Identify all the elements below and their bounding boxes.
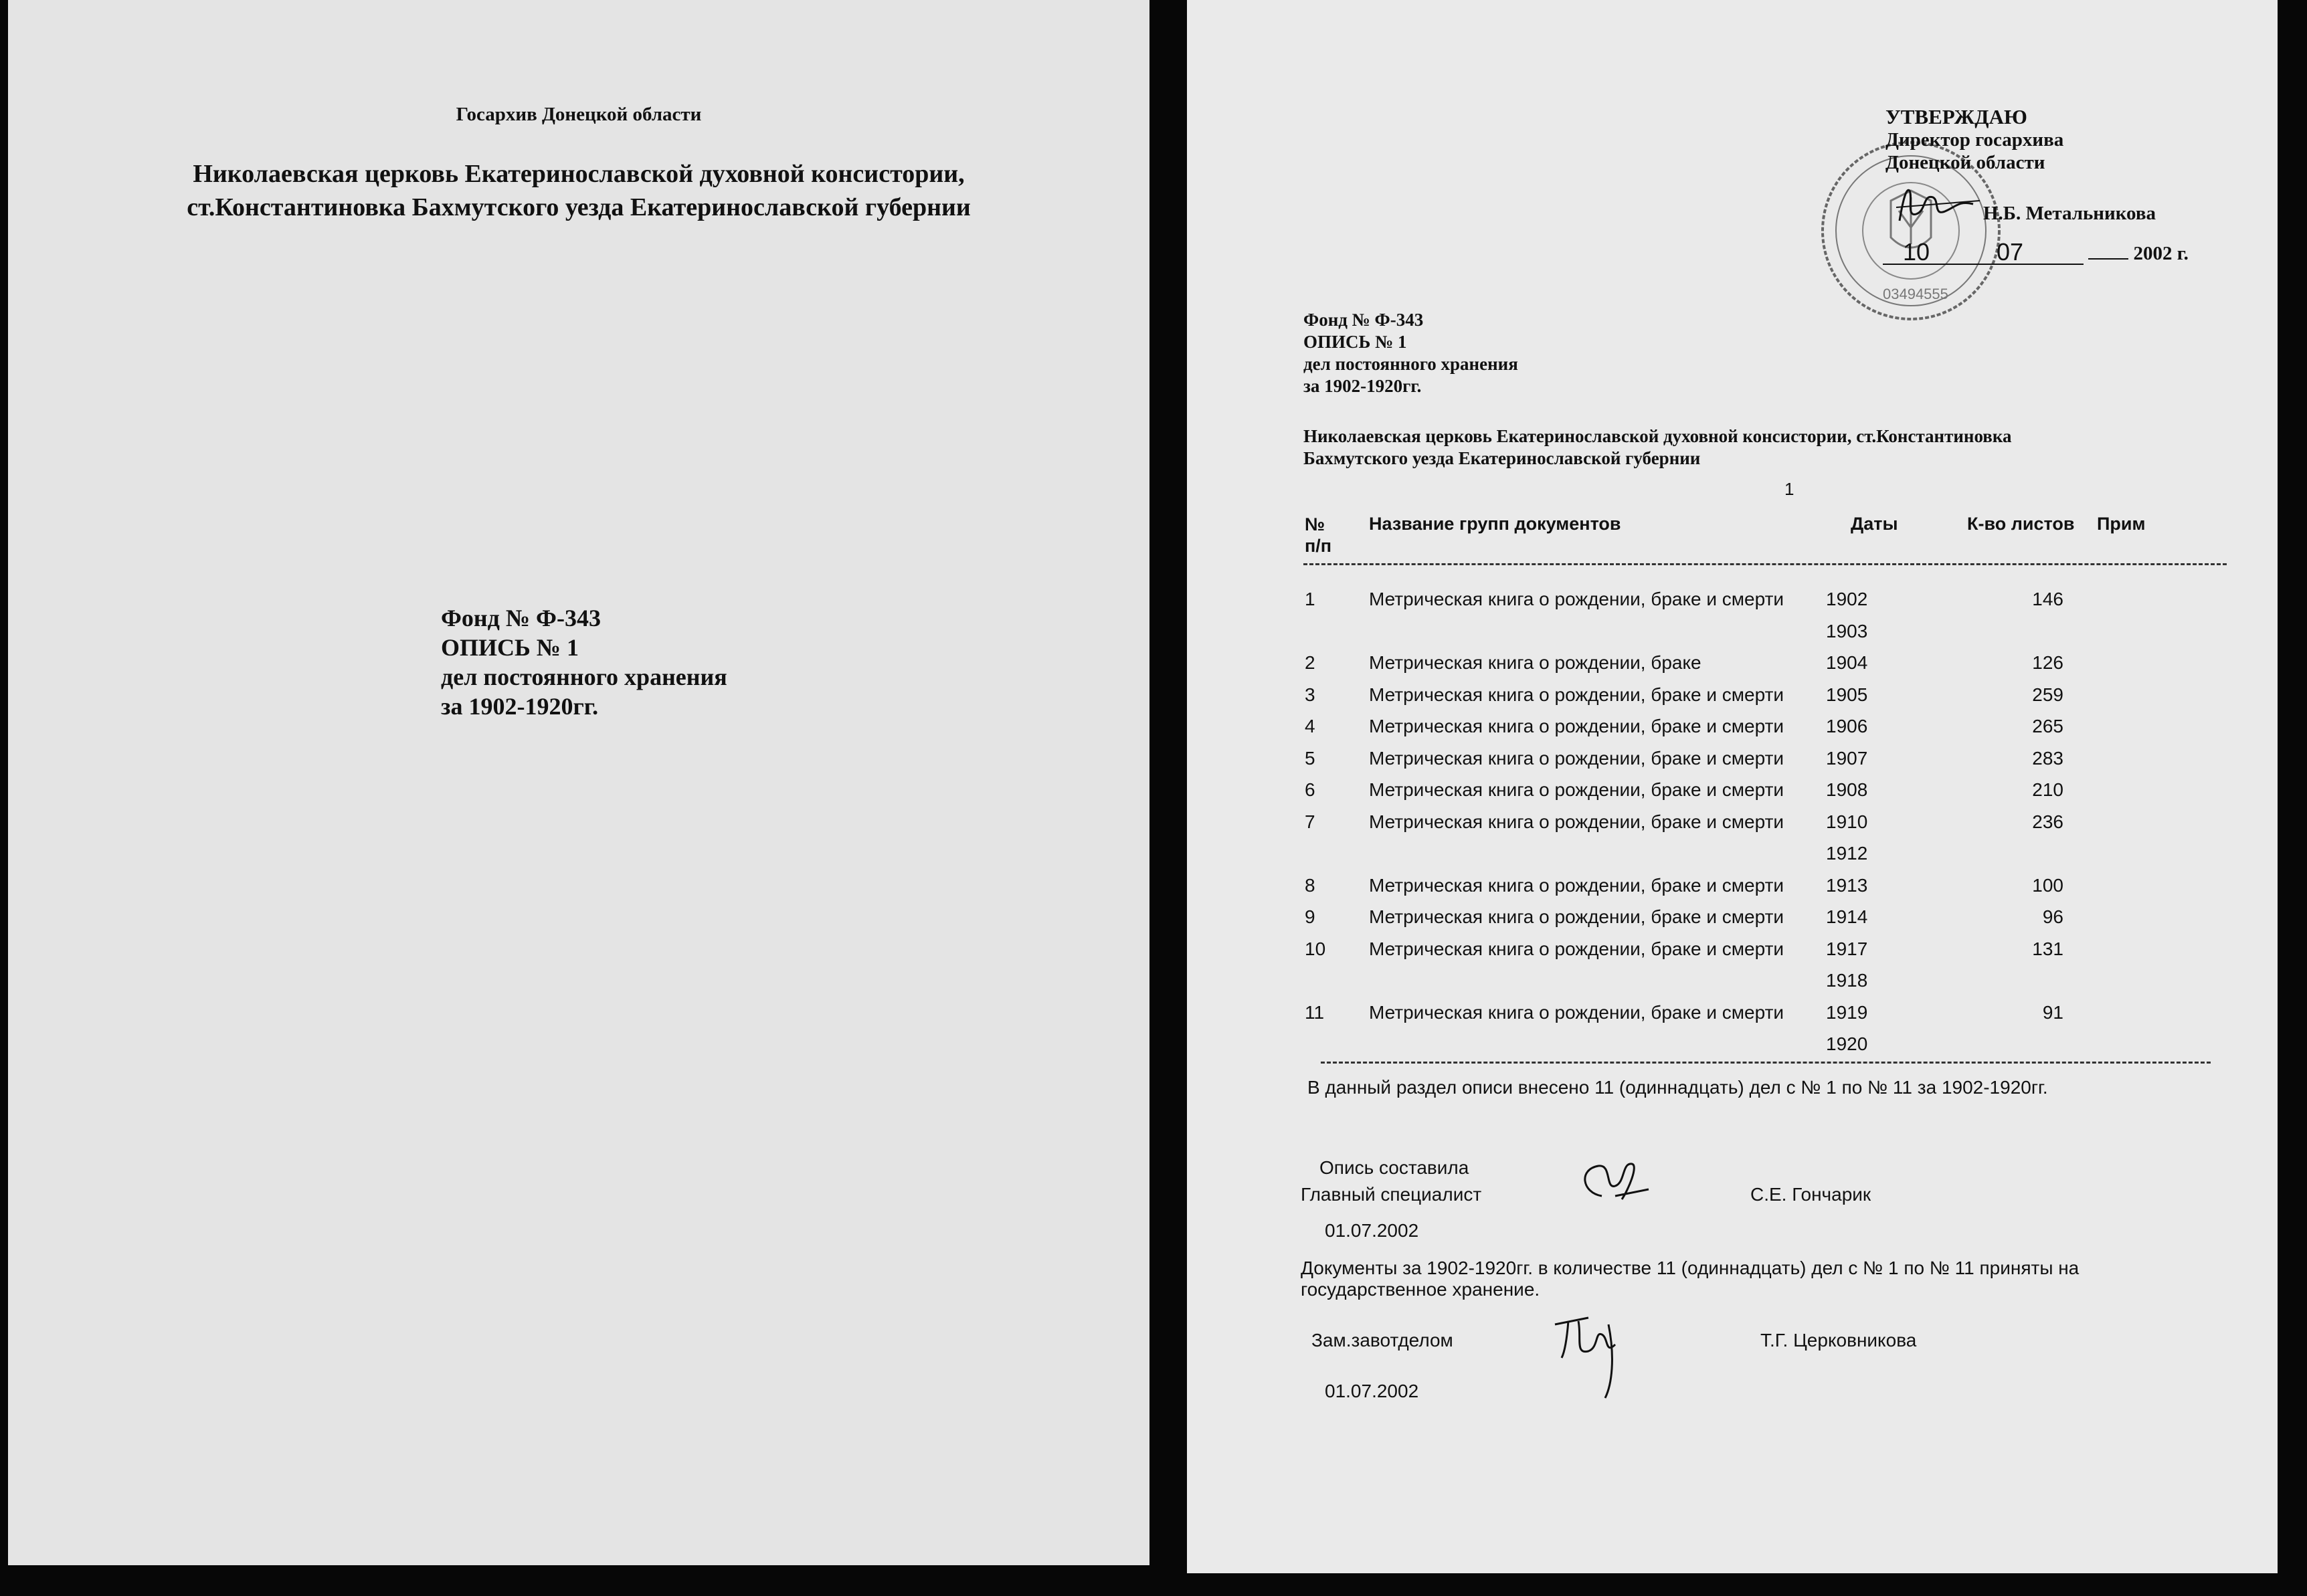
row-number: 11 xyxy=(1305,1001,1325,1023)
header-note: Прим xyxy=(2097,514,2146,534)
row-date-end: 1912 xyxy=(1826,843,1868,864)
row-date: 1914 xyxy=(1826,906,1868,927)
summary-text: В данный раздел описи внесено 11 (одиннадцать) дел с № 1 по № 11 за 1902-1920гг. xyxy=(1307,1077,2048,1098)
date-underline-tail xyxy=(2088,258,2128,260)
years-range: за 1902-1920гг. xyxy=(1303,376,1422,396)
director-name: Н.Б. Метальникова xyxy=(1983,203,2156,224)
fond-block xyxy=(441,603,727,721)
row-date: 1907 xyxy=(1826,747,1868,769)
table-bottom-rule xyxy=(1321,1062,2211,1064)
approval-heading: УТВЕРЖДАЮ xyxy=(1885,105,2027,128)
approval-date xyxy=(1883,238,2189,266)
document-title xyxy=(8,157,1149,224)
row-sheets: 210 xyxy=(2032,779,2063,800)
row-document-name: Метрическая книга о рождении, браке и смерти xyxy=(1369,589,1784,609)
chief-signature xyxy=(1575,1156,1669,1209)
row-document-name: Метрическая книга о рождении, браке и смерти xyxy=(1369,684,1784,705)
row-date: 1904 xyxy=(1826,652,1868,673)
row-document-name: Метрическая книга о рождении, браке и смерти xyxy=(1369,906,1784,927)
row-date: 1917 xyxy=(1826,938,1868,959)
row-document-name: Метрическая книга о рождении, браке и смерти xyxy=(1369,874,1784,896)
right-page xyxy=(1187,0,2278,1573)
row-document-name: Метрическая книга о рождении, браке и смерти xyxy=(1369,747,1784,769)
title-line-1: Николаевская церковь Екатеринославской духовной консистории, xyxy=(193,160,965,188)
row-number: 4 xyxy=(1305,716,1315,736)
row-sheets: 126 xyxy=(2032,652,2063,673)
opis-number: ОПИСЬ № 1 xyxy=(441,634,579,661)
years-range: за 1902-1920гг. xyxy=(441,693,599,720)
row-date: 1908 xyxy=(1826,779,1868,800)
row-number: 9 xyxy=(1305,906,1315,927)
approval-block xyxy=(1885,106,2063,174)
deputy-signature xyxy=(1542,1304,1642,1405)
row-date: 1905 xyxy=(1826,684,1868,705)
row-sheets: 259 xyxy=(2032,684,2063,705)
header-num-sub: п/п xyxy=(1305,536,1332,556)
row-sheets: 283 xyxy=(2032,747,2063,769)
left-page xyxy=(8,0,1149,1565)
row-document-name: Метрическая книга о рождении, браке и смерти xyxy=(1369,811,1784,832)
row-number: 7 xyxy=(1305,811,1315,832)
archive-name: Госархив Донецкой области xyxy=(456,104,702,125)
row-date: 1910 xyxy=(1826,811,1868,832)
compiled-date: 01.07.2002 xyxy=(1325,1220,1419,1241)
row-number: 3 xyxy=(1305,684,1315,705)
row-number: 6 xyxy=(1305,779,1315,800)
row-number: 5 xyxy=(1305,747,1315,769)
header-num xyxy=(1305,514,1331,557)
header-num-label: № xyxy=(1305,514,1325,534)
deputy-name: Т.Г. Церковникова xyxy=(1760,1330,1917,1351)
row-document-name: Метрическая книга о рождении, браке и смерти xyxy=(1369,1001,1784,1023)
org-line-1: Николаевская церковь Екатеринославской духовной консистории, ст.Константиновка xyxy=(1303,426,2012,446)
table-top-rule xyxy=(1303,563,2227,565)
approval-day: 10 xyxy=(1903,238,1930,266)
row-number: 8 xyxy=(1305,874,1315,896)
acceptance-text: Документы за 1902-1920гг. в количестве 11 (одиннадцать) дел с № 1 по № 11 приняты на государственное хранение. xyxy=(1301,1258,2080,1300)
deputy-title: Зам.завотделом xyxy=(1311,1330,1453,1351)
chief-name: С.Е. Гончарик xyxy=(1750,1184,1871,1205)
title-line-2: ст.Константиновка Бахмутского уезда Екатеринославской губернии xyxy=(187,193,971,221)
stamp-code: 03494555 xyxy=(1883,286,1948,302)
row-date: 1913 xyxy=(1826,874,1868,896)
row-date: 1906 xyxy=(1826,716,1868,736)
row-date-end: 1903 xyxy=(1826,620,1868,641)
storage-type: дел постоянного хранения xyxy=(1303,354,1518,374)
approval-date-underline xyxy=(1883,238,2084,266)
row-number: 2 xyxy=(1305,652,1315,673)
row-sheets: 100 xyxy=(2032,874,2063,896)
row-sheets: 265 xyxy=(2032,716,2063,736)
row-sheets: 96 xyxy=(2042,906,2063,927)
row-date-end: 1918 xyxy=(1826,970,1868,991)
approval-line-1: Директор госархива xyxy=(1885,129,2064,151)
organization-name xyxy=(1303,425,2173,470)
row-date: 1902 xyxy=(1826,589,1868,609)
row-document-name: Метрическая книга о рождении, браке и смерти xyxy=(1369,779,1784,800)
row-sheets: 131 xyxy=(2032,938,2063,959)
approval-year: 2002 г. xyxy=(2133,243,2189,264)
row-sheets: 91 xyxy=(2042,1001,2063,1023)
org-line-2: Бахмутского уезда Екатеринославской губернии xyxy=(1303,448,1701,468)
chief-title: Главный специалист xyxy=(1301,1184,1482,1205)
approval-month: 07 xyxy=(1997,238,2024,266)
compiled-by: Опись составила xyxy=(1319,1157,1469,1178)
header-sheets: К-во листов xyxy=(1967,514,2075,534)
approval-line-2: Донецкой области xyxy=(1885,152,2045,173)
director-signature xyxy=(1886,181,1993,234)
opis-number: ОПИСЬ № 1 xyxy=(1303,332,1407,352)
fond-number: Фонд № Ф-343 xyxy=(441,605,601,631)
row-document-name: Метрическая книга о рождении, браке и смерти xyxy=(1369,716,1784,736)
fond-block-right xyxy=(1303,309,1518,397)
storage-type: дел постоянного хранения xyxy=(441,664,727,690)
row-sheets: 146 xyxy=(2032,589,2063,609)
row-sheets: 236 xyxy=(2032,811,2063,832)
header-dates: Даты xyxy=(1851,514,1898,534)
row-document-name: Метрическая книга о рождении, браке и смерти xyxy=(1369,938,1784,959)
fond-number: Фонд № Ф-343 xyxy=(1303,310,1424,330)
row-number: 1 xyxy=(1305,589,1315,609)
row-date: 1919 xyxy=(1826,1001,1868,1023)
header-name: Название групп документов xyxy=(1369,514,1621,534)
row-document-name: Метрическая книга о рождении, браке xyxy=(1369,652,1701,673)
page-number: 1 xyxy=(1784,479,1794,499)
row-date-end: 1920 xyxy=(1826,1033,1868,1054)
row-number: 10 xyxy=(1305,938,1326,959)
accepted-date: 01.07.2002 xyxy=(1325,1381,1419,1401)
